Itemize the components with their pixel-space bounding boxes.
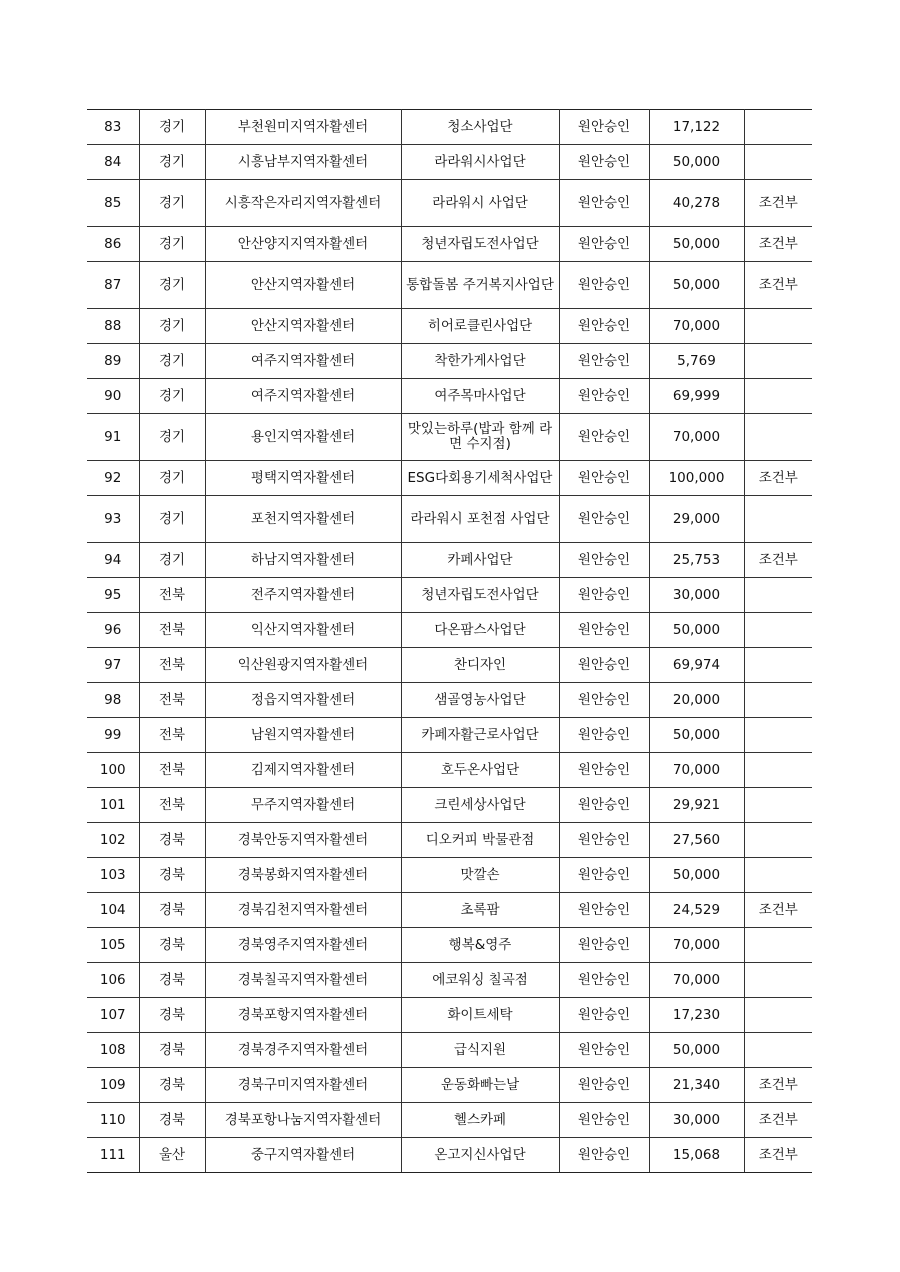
approval-status-cell: 원안승인 [559, 893, 649, 928]
center-name-cell: 부천원미지역자활센터 [205, 110, 401, 145]
center-name-cell: 용인지역자활센터 [205, 414, 401, 461]
center-name-cell: 남원지역자활센터 [205, 718, 401, 753]
row-number: 106 [87, 963, 139, 998]
table-row [87, 718, 812, 753]
table-row [87, 461, 812, 496]
center-name-cell: 안산양지지역자활센터 [205, 227, 401, 262]
row-number: 85 [87, 180, 139, 227]
region-cell: 경북 [139, 1068, 205, 1103]
table-row [87, 180, 812, 227]
amount-cell: 69,974 [649, 648, 744, 683]
table-row [87, 496, 812, 543]
table-row [87, 1138, 812, 1173]
table-row [87, 543, 812, 578]
center-name-cell: 김제지역자활센터 [205, 753, 401, 788]
center-name-cell: 포천지역자활센터 [205, 496, 401, 543]
amount-cell: 50,000 [649, 145, 744, 180]
amount-cell: 30,000 [649, 1103, 744, 1138]
amount-cell: 50,000 [649, 1033, 744, 1068]
note-cell: 조건부 [744, 180, 812, 227]
table-row [87, 262, 812, 309]
approval-status-cell: 원안승인 [559, 110, 649, 145]
region-cell: 전북 [139, 683, 205, 718]
row-number: 94 [87, 543, 139, 578]
business-name-cell: 에코워싱 칠곡점 [401, 963, 559, 998]
row-number: 110 [87, 1103, 139, 1138]
center-name-cell: 정읍지역자활센터 [205, 683, 401, 718]
table-row [87, 683, 812, 718]
row-number: 100 [87, 753, 139, 788]
business-name-cell: 카페자활근로사업단 [401, 718, 559, 753]
approval-status-cell: 원안승인 [559, 823, 649, 858]
approval-status-cell: 원안승인 [559, 1138, 649, 1173]
business-name-cell: 여주목마사업단 [401, 379, 559, 414]
business-name-cell: 크린세상사업단 [401, 788, 559, 823]
center-name-cell: 여주지역자활센터 [205, 379, 401, 414]
center-name-cell: 전주지역자활센터 [205, 578, 401, 613]
note-cell [744, 496, 812, 543]
amount-cell: 100,000 [649, 461, 744, 496]
table-row [87, 823, 812, 858]
row-number: 95 [87, 578, 139, 613]
region-cell: 경기 [139, 379, 205, 414]
note-cell [744, 1033, 812, 1068]
business-name-cell: 행복&영주 [401, 928, 559, 963]
business-name-cell: 화이트세탁 [401, 998, 559, 1033]
business-name-cell: 운동화빠는날 [401, 1068, 559, 1103]
note-cell: 조건부 [744, 461, 812, 496]
business-name-cell: 찬디자인 [401, 648, 559, 683]
amount-cell: 50,000 [649, 227, 744, 262]
region-cell: 경북 [139, 998, 205, 1033]
center-name-cell: 경북봉화지역자활센터 [205, 858, 401, 893]
note-cell [744, 379, 812, 414]
table-row [87, 963, 812, 998]
row-number: 90 [87, 379, 139, 414]
business-name-cell: 라라워시 사업단 [401, 180, 559, 227]
note-cell: 조건부 [744, 1138, 812, 1173]
table-row [87, 414, 812, 461]
approval-status-cell: 원안승인 [559, 379, 649, 414]
region-cell: 경북 [139, 858, 205, 893]
table-row [87, 998, 812, 1033]
business-name-cell: 급식지원 [401, 1033, 559, 1068]
amount-cell: 69,999 [649, 379, 744, 414]
business-name-cell: 카페사업단 [401, 543, 559, 578]
region-cell: 경기 [139, 110, 205, 145]
region-cell: 울산 [139, 1138, 205, 1173]
note-cell [744, 998, 812, 1033]
region-cell: 경기 [139, 414, 205, 461]
amount-cell: 70,000 [649, 963, 744, 998]
table-row [87, 309, 812, 344]
business-name-cell: 라라워시사업단 [401, 145, 559, 180]
approval-status-cell: 원안승인 [559, 718, 649, 753]
approval-status-cell: 원안승인 [559, 963, 649, 998]
region-cell: 경북 [139, 893, 205, 928]
row-number: 89 [87, 344, 139, 379]
approval-status-cell: 원안승인 [559, 180, 649, 227]
amount-cell: 27,560 [649, 823, 744, 858]
amount-cell: 21,340 [649, 1068, 744, 1103]
table-row [87, 1033, 812, 1068]
row-number: 109 [87, 1068, 139, 1103]
amount-cell: 17,230 [649, 998, 744, 1033]
center-name-cell: 안산지역자활센터 [205, 309, 401, 344]
approval-status-cell: 원안승인 [559, 262, 649, 309]
row-number: 105 [87, 928, 139, 963]
note-cell: 조건부 [744, 1103, 812, 1138]
row-number: 103 [87, 858, 139, 893]
amount-cell: 50,000 [649, 613, 744, 648]
row-number: 107 [87, 998, 139, 1033]
approval-status-cell: 원안승인 [559, 998, 649, 1033]
note-cell [744, 823, 812, 858]
region-cell: 경북 [139, 1033, 205, 1068]
amount-cell: 25,753 [649, 543, 744, 578]
note-cell: 조건부 [744, 1068, 812, 1103]
table-row [87, 893, 812, 928]
center-name-cell: 경북포항나눔지역자활센터 [205, 1103, 401, 1138]
amount-cell: 5,769 [649, 344, 744, 379]
region-cell: 경기 [139, 262, 205, 309]
approval-status-cell: 원안승인 [559, 309, 649, 344]
approval-status-cell: 원안승인 [559, 683, 649, 718]
center-name-cell: 경북포항지역자활센터 [205, 998, 401, 1033]
region-cell: 경기 [139, 543, 205, 578]
row-number: 99 [87, 718, 139, 753]
note-cell: 조건부 [744, 893, 812, 928]
row-number: 88 [87, 309, 139, 344]
region-cell: 경기 [139, 461, 205, 496]
business-name-cell: 디오커피 박물관점 [401, 823, 559, 858]
approval-status-cell: 원안승인 [559, 858, 649, 893]
table-row [87, 858, 812, 893]
table-row [87, 1103, 812, 1138]
row-number: 101 [87, 788, 139, 823]
row-number: 104 [87, 893, 139, 928]
center-name-cell: 경북영주지역자활센터 [205, 928, 401, 963]
table-row [87, 928, 812, 963]
approval-status-cell: 원안승인 [559, 543, 649, 578]
approval-status-cell: 원안승인 [559, 1068, 649, 1103]
note-cell [744, 788, 812, 823]
region-cell: 경기 [139, 145, 205, 180]
center-name-cell: 하남지역자활센터 [205, 543, 401, 578]
amount-cell: 30,000 [649, 578, 744, 613]
region-cell: 경기 [139, 309, 205, 344]
approval-status-cell: 원안승인 [559, 461, 649, 496]
approval-status-cell: 원안승인 [559, 928, 649, 963]
center-name-cell: 중구지역자활센터 [205, 1138, 401, 1173]
row-number: 98 [87, 683, 139, 718]
note-cell [744, 613, 812, 648]
business-name-cell: 헬스카페 [401, 1103, 559, 1138]
approval-status-cell: 원안승인 [559, 613, 649, 648]
approval-status-cell: 원안승인 [559, 648, 649, 683]
approval-status-cell: 원안승인 [559, 414, 649, 461]
note-cell [744, 718, 812, 753]
amount-cell: 29,921 [649, 788, 744, 823]
business-name-cell: ESG다회용기세척사업단 [401, 461, 559, 496]
center-name-cell: 익산지역자활센터 [205, 613, 401, 648]
note-cell [744, 414, 812, 461]
table-row [87, 379, 812, 414]
row-number: 83 [87, 110, 139, 145]
row-number: 96 [87, 613, 139, 648]
region-cell: 전북 [139, 753, 205, 788]
region-cell: 경북 [139, 823, 205, 858]
amount-cell: 20,000 [649, 683, 744, 718]
note-cell [744, 145, 812, 180]
table-row [87, 788, 812, 823]
note-cell [744, 110, 812, 145]
business-name-cell: 초록팜 [401, 893, 559, 928]
business-name-cell: 다온팜스사업단 [401, 613, 559, 648]
row-number: 92 [87, 461, 139, 496]
center-name-cell: 경북구미지역자활센터 [205, 1068, 401, 1103]
table-row [87, 613, 812, 648]
approval-status-cell: 원안승인 [559, 1033, 649, 1068]
table-row [87, 227, 812, 262]
note-cell: 조건부 [744, 543, 812, 578]
center-name-cell: 경북안동지역자활센터 [205, 823, 401, 858]
note-cell: 조건부 [744, 227, 812, 262]
row-number: 87 [87, 262, 139, 309]
region-cell: 경북 [139, 963, 205, 998]
row-number: 111 [87, 1138, 139, 1173]
note-cell [744, 578, 812, 613]
amount-cell: 70,000 [649, 753, 744, 788]
note-cell [744, 858, 812, 893]
note-cell [744, 928, 812, 963]
business-name-cell: 온고지신사업단 [401, 1138, 559, 1173]
center-name-cell: 경북칠곡지역자활센터 [205, 963, 401, 998]
business-name-cell: 청년자립도전사업단 [401, 578, 559, 613]
note-cell [744, 344, 812, 379]
amount-cell: 70,000 [649, 414, 744, 461]
business-name-cell: 맛깔손 [401, 858, 559, 893]
approval-status-cell: 원안승인 [559, 753, 649, 788]
approval-status-cell: 원안승인 [559, 578, 649, 613]
row-number: 91 [87, 414, 139, 461]
approval-status-cell: 원안승인 [559, 344, 649, 379]
region-cell: 전북 [139, 788, 205, 823]
business-name-cell: 샘골영농사업단 [401, 683, 559, 718]
business-name-cell: 착한가게사업단 [401, 344, 559, 379]
note-cell [744, 309, 812, 344]
center-name-cell: 시흥작은자리지역자활센터 [205, 180, 401, 227]
business-name-cell: 히어로클린사업단 [401, 309, 559, 344]
region-cell: 경기 [139, 227, 205, 262]
center-name-cell: 시흥남부지역자활센터 [205, 145, 401, 180]
center-name-cell: 익산원광지역자활센터 [205, 648, 401, 683]
region-cell: 경기 [139, 496, 205, 543]
business-name-cell: 호두온사업단 [401, 753, 559, 788]
table-row [87, 110, 812, 145]
approval-status-cell: 원안승인 [559, 145, 649, 180]
center-name-cell: 여주지역자활센터 [205, 344, 401, 379]
center-name-cell: 경북김천지역자활센터 [205, 893, 401, 928]
note-cell [744, 753, 812, 788]
table-row [87, 145, 812, 180]
center-name-cell: 평택지역자활센터 [205, 461, 401, 496]
region-cell: 전북 [139, 578, 205, 613]
business-name-cell: 맛있는하루(밥과 함께 라면 수지점) [401, 414, 559, 461]
amount-cell: 24,529 [649, 893, 744, 928]
business-name-cell: 청년자립도전사업단 [401, 227, 559, 262]
row-number: 84 [87, 145, 139, 180]
business-name-cell: 통합돌봄 주거복지사업단 [401, 262, 559, 309]
table-row [87, 344, 812, 379]
approval-table [87, 109, 812, 1173]
amount-cell: 29,000 [649, 496, 744, 543]
amount-cell: 40,278 [649, 180, 744, 227]
amount-cell: 15,068 [649, 1138, 744, 1173]
table-body [87, 110, 812, 1173]
approval-status-cell: 원안승인 [559, 496, 649, 543]
approval-status-cell: 원안승인 [559, 788, 649, 823]
amount-cell: 17,122 [649, 110, 744, 145]
center-name-cell: 무주지역자활센터 [205, 788, 401, 823]
region-cell: 경기 [139, 180, 205, 227]
note-cell [744, 963, 812, 998]
region-cell: 경기 [139, 344, 205, 379]
note-cell [744, 648, 812, 683]
approval-status-cell: 원안승인 [559, 227, 649, 262]
table-row [87, 753, 812, 788]
row-number: 93 [87, 496, 139, 543]
note-cell [744, 683, 812, 718]
amount-cell: 50,000 [649, 262, 744, 309]
row-number: 108 [87, 1033, 139, 1068]
table-row [87, 1068, 812, 1103]
region-cell: 경북 [139, 1103, 205, 1138]
row-number: 86 [87, 227, 139, 262]
region-cell: 경북 [139, 928, 205, 963]
amount-cell: 50,000 [649, 858, 744, 893]
region-cell: 전북 [139, 718, 205, 753]
amount-cell: 70,000 [649, 928, 744, 963]
region-cell: 전북 [139, 648, 205, 683]
region-cell: 전북 [139, 613, 205, 648]
note-cell: 조건부 [744, 262, 812, 309]
center-name-cell: 안산지역자활센터 [205, 262, 401, 309]
business-name-cell: 라라워시 포천점 사업단 [401, 496, 559, 543]
center-name-cell: 경북경주지역자활센터 [205, 1033, 401, 1068]
approval-status-cell: 원안승인 [559, 1103, 649, 1138]
amount-cell: 50,000 [649, 718, 744, 753]
row-number: 102 [87, 823, 139, 858]
row-number: 97 [87, 648, 139, 683]
business-name-cell: 청소사업단 [401, 110, 559, 145]
table-row [87, 648, 812, 683]
table-row [87, 578, 812, 613]
amount-cell: 70,000 [649, 309, 744, 344]
